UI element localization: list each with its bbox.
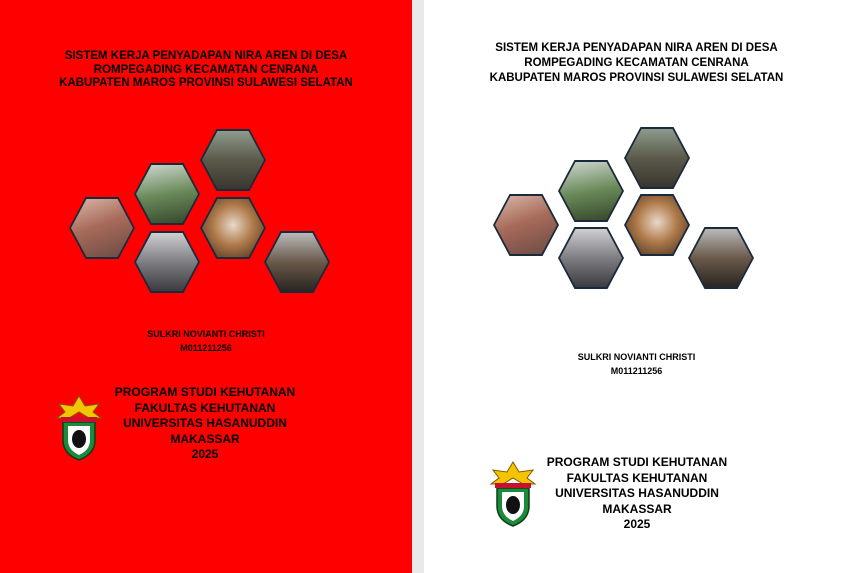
faculty-name: FAKULTAS KEHUTANAN (566, 470, 708, 485)
palm-sugar-blocks-photo (69, 197, 135, 259)
boiling-sap-photo (624, 194, 690, 256)
author-name: SULKRI NOVIANTI CHRISTI (147, 329, 265, 339)
university-name: UNIVERSITAS HASANUDDIN (555, 486, 719, 500)
cooking-smoke-photo (558, 227, 624, 289)
cover-page-white (424, 0, 849, 573)
group-people-photo (200, 129, 266, 191)
tapping-tree-photo (134, 163, 200, 225)
village-house-photo (688, 227, 754, 289)
institution-block (100, 385, 310, 463)
city-name: MAKASSAR (170, 431, 240, 446)
faculty-name: FAKULTAS KEHUTANAN (134, 400, 276, 415)
group-people-photo (624, 127, 690, 189)
program-name: PROGRAM STUDI KEHUTANAN (546, 455, 728, 469)
title-line: KABUPATEN MAROS PROVINSI SULAWESI SELATAN (59, 77, 353, 89)
year: 2025 (191, 447, 219, 461)
year: 2025 (623, 517, 651, 531)
boiling-sap-photo (200, 197, 266, 259)
title-line: ROMPEGADING KECAMATAN CENRANA (524, 57, 749, 69)
city-name: MAKASSAR (602, 501, 672, 516)
village-house-photo (264, 231, 330, 293)
program-name: PROGRAM STUDI KEHUTANAN (114, 385, 296, 399)
author-name: SULKRI NOVIANTI CHRISTI (577, 352, 696, 362)
student-id: M011211256 (610, 366, 663, 376)
title-line: SISTEM KERJA PENYADAPAN NIRA AREN DI DESA (495, 42, 778, 54)
cover-page-red (0, 0, 412, 573)
tapping-tree-photo (558, 160, 624, 222)
university-name: UNIVERSITAS HASANUDDIN (123, 416, 287, 430)
university-logo-icon (51, 390, 107, 462)
palm-sugar-blocks-photo (493, 194, 559, 256)
student-id: M011211256 (180, 343, 232, 353)
cover-title (0, 50, 412, 91)
institution-block (532, 455, 742, 533)
author-block (0, 327, 412, 355)
cover-title (424, 41, 849, 86)
author-block (424, 350, 849, 378)
title-line: SISTEM KERJA PENYADAPAN NIRA AREN DI DESA (64, 50, 348, 62)
cooking-smoke-photo (134, 231, 200, 293)
title-line: KABUPATEN MAROS PROVINSI SULAWESI SELATAN (489, 72, 784, 84)
title-line: ROMPEGADING KECAMATAN CENRANA (93, 63, 319, 76)
